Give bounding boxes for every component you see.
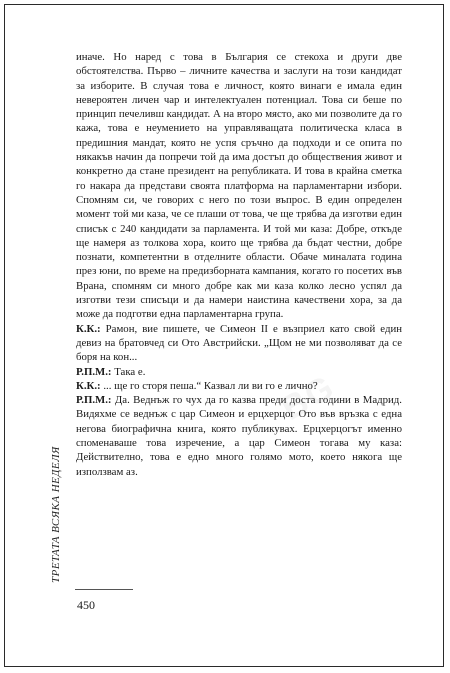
speaker-label: Р.П.М.: <box>76 394 112 407</box>
speaker-label: К.К.: <box>76 379 101 392</box>
paragraph <box>76 50 402 322</box>
footer-rule <box>75 589 133 590</box>
page-number: 450 <box>77 598 95 612</box>
paragraph <box>76 365 402 379</box>
paragraph-text: Да. Веднъж го чух да го казва преди доста години в Мадрид. Видяхме се веднъж с цар Симеон и ерцхерцог Ото във връзка с една негова биографична книга, която публикувах. Ерцхерцогът именно споменаваше това изречение, а цар Симеон тогава му каза: Действително, това е едно много голямо мото, което някога ще използвам аз. <box>76 394 402 478</box>
body-text <box>76 50 402 479</box>
paragraph <box>76 379 402 393</box>
watermark: BG <box>275 367 342 428</box>
paragraph-text: ... ще го сторя пеша.“ Казвал ли ви го е лично? <box>100 379 318 392</box>
paragraph-text: Рамон, вие пишете, че Симеон II е възприел като свой един девиз на братовчед си Ото Австрийски. „Щом не ми позволяват да се боря на кон... <box>76 322 402 364</box>
paragraph <box>76 393 402 479</box>
speaker-label: Р.П.М.: <box>76 365 112 378</box>
paragraph-text: Така е. <box>111 365 146 378</box>
paragraph <box>76 322 402 365</box>
running-head-vertical: ТРЕТАТА ВСЯКА НЕДЕЛЯ <box>50 446 62 583</box>
speaker-label: К.К.: <box>76 322 101 335</box>
paragraph-text: иначе. Но наред с това в България се стекоха и други две обстоятелства. Първо – личните качества и заслуги на този кандидат за изборите. В случая това е личност, която винаги е имала един невероятен личен чар и интелектуален потенциал. Това си беше по принцип печеливш кандидат. А на второ място, ако ми позволите да го кажа, това е неумението на управляващата политическа класа в предишния мандат, която не успя сръчно да подходи и се опита по някакъв начин да попречи той да има достъп до обществения живот и конкретно да стане президент на републиката. И това в крайна сметка го накара да представи своята платформа на парламентарни избори. Спомням си, че говорих с него по този въпрос. В един определен момент той ми каза, че се плаши от това, че ще трябва да изготви един списък с 240 кандидати за парламента. И той ми каза: Добре, откъде ще намеря аз толкова хора, които ще трябва да бъдат честни, добре познати, компетентни в отделните области. Обаче миналата година през юни, по време на предизборната кампания, когато го посетих във Врана, спомням си много добре как ми каза колко лесно успял да изготви тези списъци и да намери наистина качествени хора, за да може да подготви една парламентарна група. <box>76 51 402 321</box>
